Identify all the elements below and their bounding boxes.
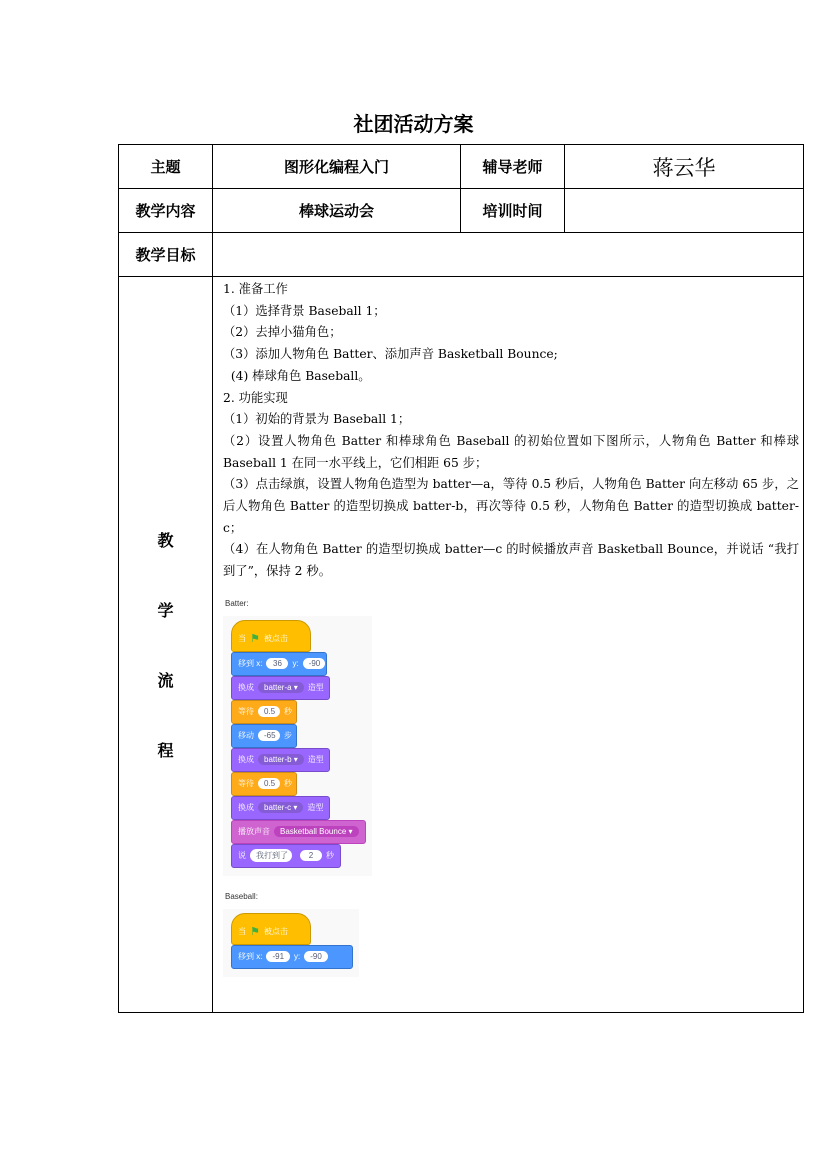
costume-dropdown: batter-a ▾ xyxy=(258,682,304,693)
when-flag-clicked-block xyxy=(231,913,311,945)
goal-value xyxy=(213,233,804,277)
flow-line: （2）设置人物角色 Batter 和棒球角色 Baseball 的初始位置如下图所示，人物角色 Batter 和棒球 Baseball 1 在同一水平线上，它们相距 65 步； xyxy=(223,433,803,470)
flow-label-char: 程 xyxy=(157,741,174,760)
switch-costume-block xyxy=(231,796,330,820)
flow-line: （3）添加人物角色 Batter、添加声音 Basketball Bounce; xyxy=(223,347,558,362)
goto-y-value: -90 xyxy=(303,658,325,669)
flow-content xyxy=(213,277,804,1013)
flow-line: 1. 准备工作 xyxy=(223,282,288,296)
wait-block xyxy=(231,772,297,796)
flow-line: （3）点击绿旗，设置人物角色造型为 batter—a，等待 0.5 秒后，人物角色 Batter 向左移动 65 步，之后人物角色 Batter 的造型切换成 batter-b，再次等待 0.5 秒，人物角色 Batter 的造型切换成 batter-c； xyxy=(223,477,799,535)
flow-label xyxy=(119,277,213,1013)
flow-label-char: 学 xyxy=(157,601,174,620)
flow-line: （1）初始的背景为 Baseball 1； xyxy=(223,412,411,427)
page-title: 社团活动方案 xyxy=(353,112,474,136)
wait-block xyxy=(231,700,297,724)
wait-text: 等待 xyxy=(238,707,254,717)
flow-line: （2）去掉小猫角色； xyxy=(223,325,342,340)
green-flag-icon: ⚑ xyxy=(250,926,260,939)
batter-script-label: Batter: xyxy=(225,598,249,608)
plan-table xyxy=(118,144,804,1013)
goto-text: 移到 x: xyxy=(238,659,263,669)
green-flag-icon: ⚑ xyxy=(250,633,260,646)
switch-costume-block xyxy=(231,748,330,772)
flow-label-char: 流 xyxy=(157,671,174,690)
say-suffix: 秒 xyxy=(326,851,334,861)
time-value xyxy=(565,189,804,233)
hat-post: 被点击 xyxy=(263,927,288,937)
costume-text: 换成 xyxy=(238,683,254,693)
goto-x-value: 36 xyxy=(266,658,288,669)
goto-text: 移到 x: xyxy=(238,952,263,962)
baseball-script xyxy=(223,909,359,977)
when-flag-clicked-block xyxy=(231,620,311,652)
say-secs: 2 xyxy=(300,850,322,861)
costume-suffix: 造型 xyxy=(307,683,324,693)
time-label: 培训时间 xyxy=(461,189,565,233)
flow-line: （4）在人物角色 Batter 的造型切换成 batter—c 的时候播放声音 Basketball Bounce，并说话 “我打到了”，保持 2 秒。 xyxy=(223,542,799,579)
content-label: 教学内容 xyxy=(119,189,213,233)
flow-label-char: 教 xyxy=(157,531,174,550)
wait-value: 0.5 xyxy=(258,706,280,717)
goto-y-value: -90 xyxy=(304,951,328,962)
play-sound-block xyxy=(231,820,366,844)
move-steps-block xyxy=(231,724,297,748)
goto-xy-block xyxy=(231,652,327,676)
costume-dropdown: batter-b ▾ xyxy=(258,754,304,765)
wait-value: 0.5 xyxy=(258,778,280,789)
goto-y-label: y: xyxy=(292,659,299,669)
say-text: 说 xyxy=(238,851,246,861)
goto-x-value: -91 xyxy=(266,951,290,962)
topic-label: 主题 xyxy=(119,145,213,189)
goto-y-label: y: xyxy=(294,952,301,962)
switch-costume-block xyxy=(231,676,330,700)
content-value: 棒球运动会 xyxy=(213,189,461,233)
goal-label: 教学目标 xyxy=(119,233,213,277)
wait-suffix: 秒 xyxy=(284,779,292,789)
baseball-script-label: Baseball: xyxy=(225,891,258,901)
wait-text: 等待 xyxy=(238,779,254,789)
flow-line: （1）选择背景 Baseball 1； xyxy=(223,303,386,318)
costume-text: 换成 xyxy=(238,803,254,813)
say-value: 我打到了 xyxy=(250,849,292,862)
say-for-secs-block xyxy=(231,844,341,868)
batter-script xyxy=(223,616,372,876)
sound-dropdown: Basketball Bounce ▾ xyxy=(274,826,359,837)
costume-suffix: 造型 xyxy=(307,803,324,813)
topic-value: 图形化编程入门 xyxy=(213,145,461,189)
hat-pre: 当 xyxy=(238,927,246,937)
move-text: 移动 xyxy=(238,731,254,741)
hat-pre: 当 xyxy=(238,634,246,644)
costume-text: 换成 xyxy=(238,755,254,765)
teacher-label: 辅导老师 xyxy=(461,145,565,189)
flow-line: 2. 功能实现 xyxy=(223,390,288,405)
hat-post: 被点击 xyxy=(263,634,288,644)
costume-dropdown: batter-c ▾ xyxy=(258,802,303,813)
goto-xy-block xyxy=(231,945,353,969)
teacher-value: 蒋云华 xyxy=(565,145,804,189)
move-value: -65 xyxy=(258,730,280,741)
sound-text: 播放声音 xyxy=(238,827,270,837)
costume-suffix: 造型 xyxy=(307,755,324,765)
wait-suffix: 秒 xyxy=(284,707,292,717)
move-suffix: 步 xyxy=(284,731,292,741)
flow-line: (4) 棒球角色 Baseball。 xyxy=(223,368,371,383)
